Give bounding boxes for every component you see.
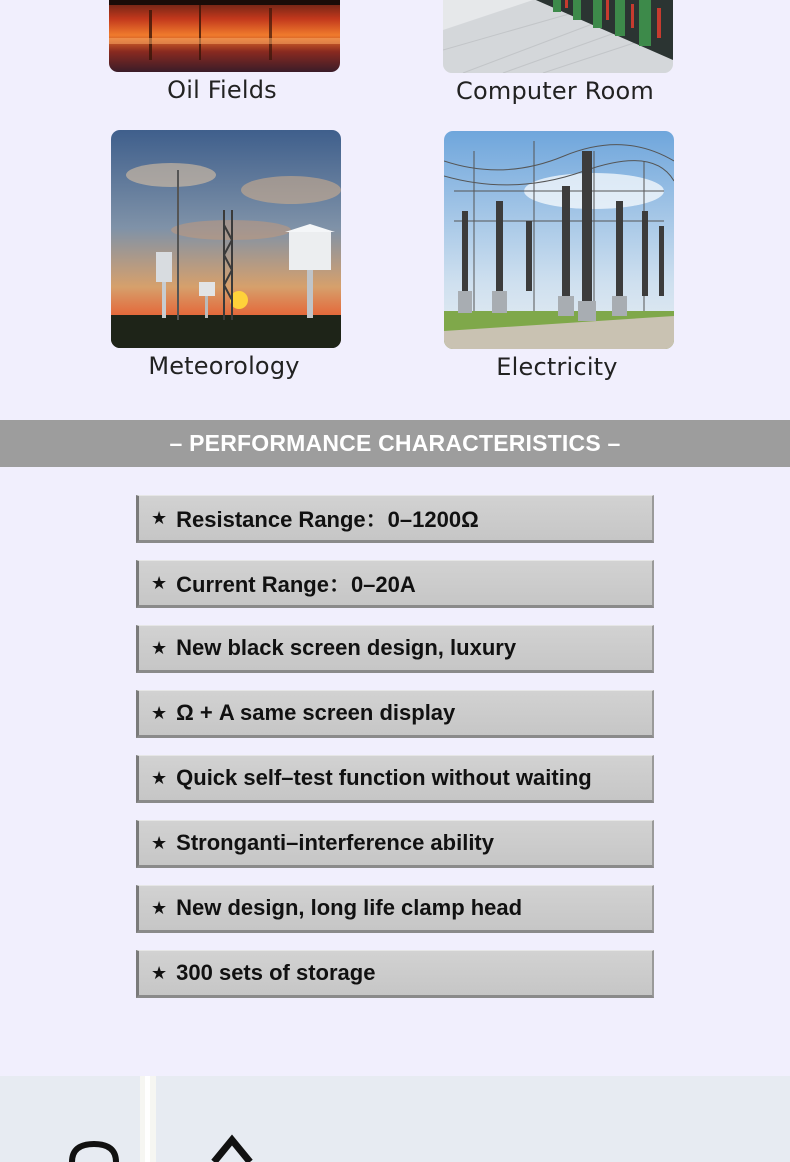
- star-icon: ★: [151, 767, 168, 789]
- application-label: Meteorology: [148, 352, 300, 380]
- feature-item: [136, 820, 654, 868]
- feature-label: 300 sets of storage: [176, 960, 376, 985]
- application-label: Electricity: [496, 353, 618, 381]
- feature-item: [136, 625, 654, 673]
- star-icon: ★: [151, 962, 168, 984]
- feature-item: [136, 950, 654, 998]
- feature-label: Quick self–test function without waiting: [176, 765, 592, 790]
- electricity-photo: [444, 131, 674, 349]
- omega-ampere-graphic: [0, 1076, 790, 1162]
- star-icon: ★: [151, 572, 168, 594]
- feature-item: [136, 560, 654, 608]
- feature-label: New design, long life clamp head: [176, 895, 523, 920]
- feature-label: New black screen design, luxury: [176, 635, 517, 660]
- application-label: Computer Room: [456, 77, 654, 105]
- section-title: – PERFORMANCE CHARACTERISTICS –: [0, 420, 790, 467]
- star-icon: ★: [151, 702, 168, 724]
- feature-label: Ω + A same screen display: [176, 700, 456, 725]
- star-icon: ★: [151, 832, 168, 854]
- oil-fields-photo: [109, 0, 340, 72]
- feature-item: [136, 755, 654, 803]
- feature-label: Stronganti–interference ability: [176, 830, 494, 855]
- star-icon: ★: [151, 507, 168, 529]
- feature-item: [136, 885, 654, 933]
- feature-item: [136, 495, 654, 543]
- star-icon: ★: [151, 637, 168, 659]
- next-section-preview: [0, 1076, 790, 1162]
- star-icon: ★: [151, 897, 168, 919]
- feature-label: Resistance Range：0–1200Ω: [176, 506, 479, 532]
- feature-item: [136, 690, 654, 738]
- feature-label: Current Range：0–20A: [176, 571, 416, 597]
- application-label: Oil Fields: [167, 76, 277, 104]
- meteorology-photo: [111, 130, 341, 348]
- computer-room-photo: [443, 0, 673, 73]
